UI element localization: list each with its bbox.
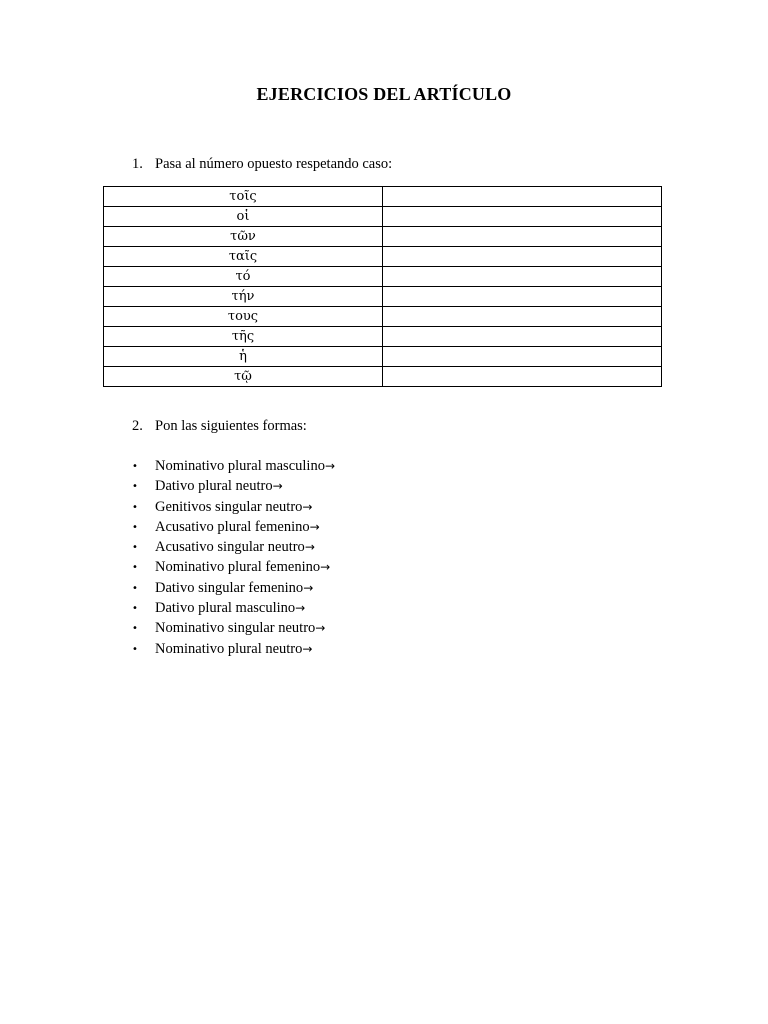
bullet-icon: • [132, 643, 138, 655]
list-item [132, 639, 335, 659]
table-row [104, 187, 662, 207]
table-row [104, 287, 662, 307]
bullet-icon: • [132, 603, 138, 615]
greek-form-cell: τους [104, 307, 383, 327]
list-item [132, 578, 335, 598]
greek-form-cell: τῆς [104, 327, 383, 347]
section-2-heading [132, 416, 307, 436]
table-row [104, 327, 662, 347]
bullet-icon: • [132, 562, 138, 574]
greek-form-cell: οἱ [104, 207, 383, 227]
list-item [132, 497, 335, 517]
greek-form-cell: τήν [104, 287, 383, 307]
list-item-text: Dativo plural masculino [155, 600, 296, 617]
answer-cell[interactable] [383, 207, 662, 227]
bullet-icon: • [132, 481, 138, 493]
table-row [104, 227, 662, 247]
section-2-number: 2. [132, 418, 143, 434]
answer-cell[interactable] [383, 307, 662, 327]
section-1-heading [132, 154, 392, 174]
arrow-right-icon: → [320, 560, 331, 575]
table-row [104, 367, 662, 387]
table-row [104, 347, 662, 367]
answer-cell[interactable] [383, 227, 662, 247]
list-item [132, 517, 335, 537]
answer-cell[interactable] [383, 347, 662, 367]
greek-form-cell: ἡ [104, 347, 383, 367]
list-item [132, 598, 335, 618]
answer-cell[interactable] [383, 187, 662, 207]
arrow-right-icon: → [303, 580, 314, 595]
arrow-right-icon: → [304, 540, 315, 555]
list-item-text: Nominativo singular neutro [155, 620, 316, 637]
table-row [104, 207, 662, 227]
list-item-text: Dativo singular femenino [155, 579, 304, 596]
list-item [132, 456, 335, 476]
answer-cell[interactable] [383, 327, 662, 347]
arrow-right-icon: → [324, 459, 336, 473]
list-item [132, 618, 335, 638]
bullet-icon: • [132, 521, 138, 533]
list-item-text: Genitivos singular neutro [155, 498, 303, 515]
conversion-table [103, 186, 662, 387]
arrow-right-icon: → [315, 621, 326, 636]
answer-cell[interactable] [383, 267, 662, 287]
page-title: EJERCICIOS DEL ARTÍCULO [256, 84, 512, 104]
section-1-number: 1. [132, 156, 143, 172]
arrow-right-icon: → [272, 479, 283, 494]
arrow-right-icon: → [302, 641, 313, 656]
section-1-instruction: Pasa al número opuesto respetando caso: [155, 156, 393, 172]
bullet-icon: • [132, 542, 138, 554]
arrow-right-icon: → [302, 499, 313, 514]
answer-cell[interactable] [383, 287, 662, 307]
list-item-text: Nominativo plural neutro [155, 640, 303, 657]
greek-form-cell: τῷ [104, 367, 383, 387]
list-item [132, 557, 335, 577]
list-item-text: Acusativo plural femenino [155, 518, 310, 535]
arrow-right-icon: → [295, 601, 306, 616]
table-row [104, 267, 662, 287]
table-row [104, 247, 662, 267]
greek-form-cell: τό [104, 267, 383, 287]
section-2-instruction: Pon las siguientes formas: [155, 418, 307, 434]
bullet-icon: • [132, 501, 138, 513]
list-item-text: Nominativo plural masculino [155, 458, 325, 474]
forms-list [132, 456, 335, 659]
greek-form-cell: τοῖς [104, 187, 383, 207]
arrow-right-icon: → [309, 519, 320, 534]
list-item [132, 537, 335, 557]
list-item [132, 476, 335, 496]
list-item-text: Nominativo plural femenino [155, 559, 321, 576]
bullet-icon: • [132, 461, 138, 472]
greek-form-cell: τῶν [104, 227, 383, 247]
greek-form-cell: ταῖς [104, 247, 383, 267]
bullet-icon: • [132, 582, 138, 594]
answer-cell[interactable] [383, 247, 662, 267]
table-row [104, 307, 662, 327]
list-item-text: Acusativo singular neutro [155, 539, 305, 556]
answer-cell[interactable] [383, 367, 662, 387]
bullet-icon: • [132, 623, 138, 635]
list-item-text: Dativo plural neutro [155, 478, 273, 495]
